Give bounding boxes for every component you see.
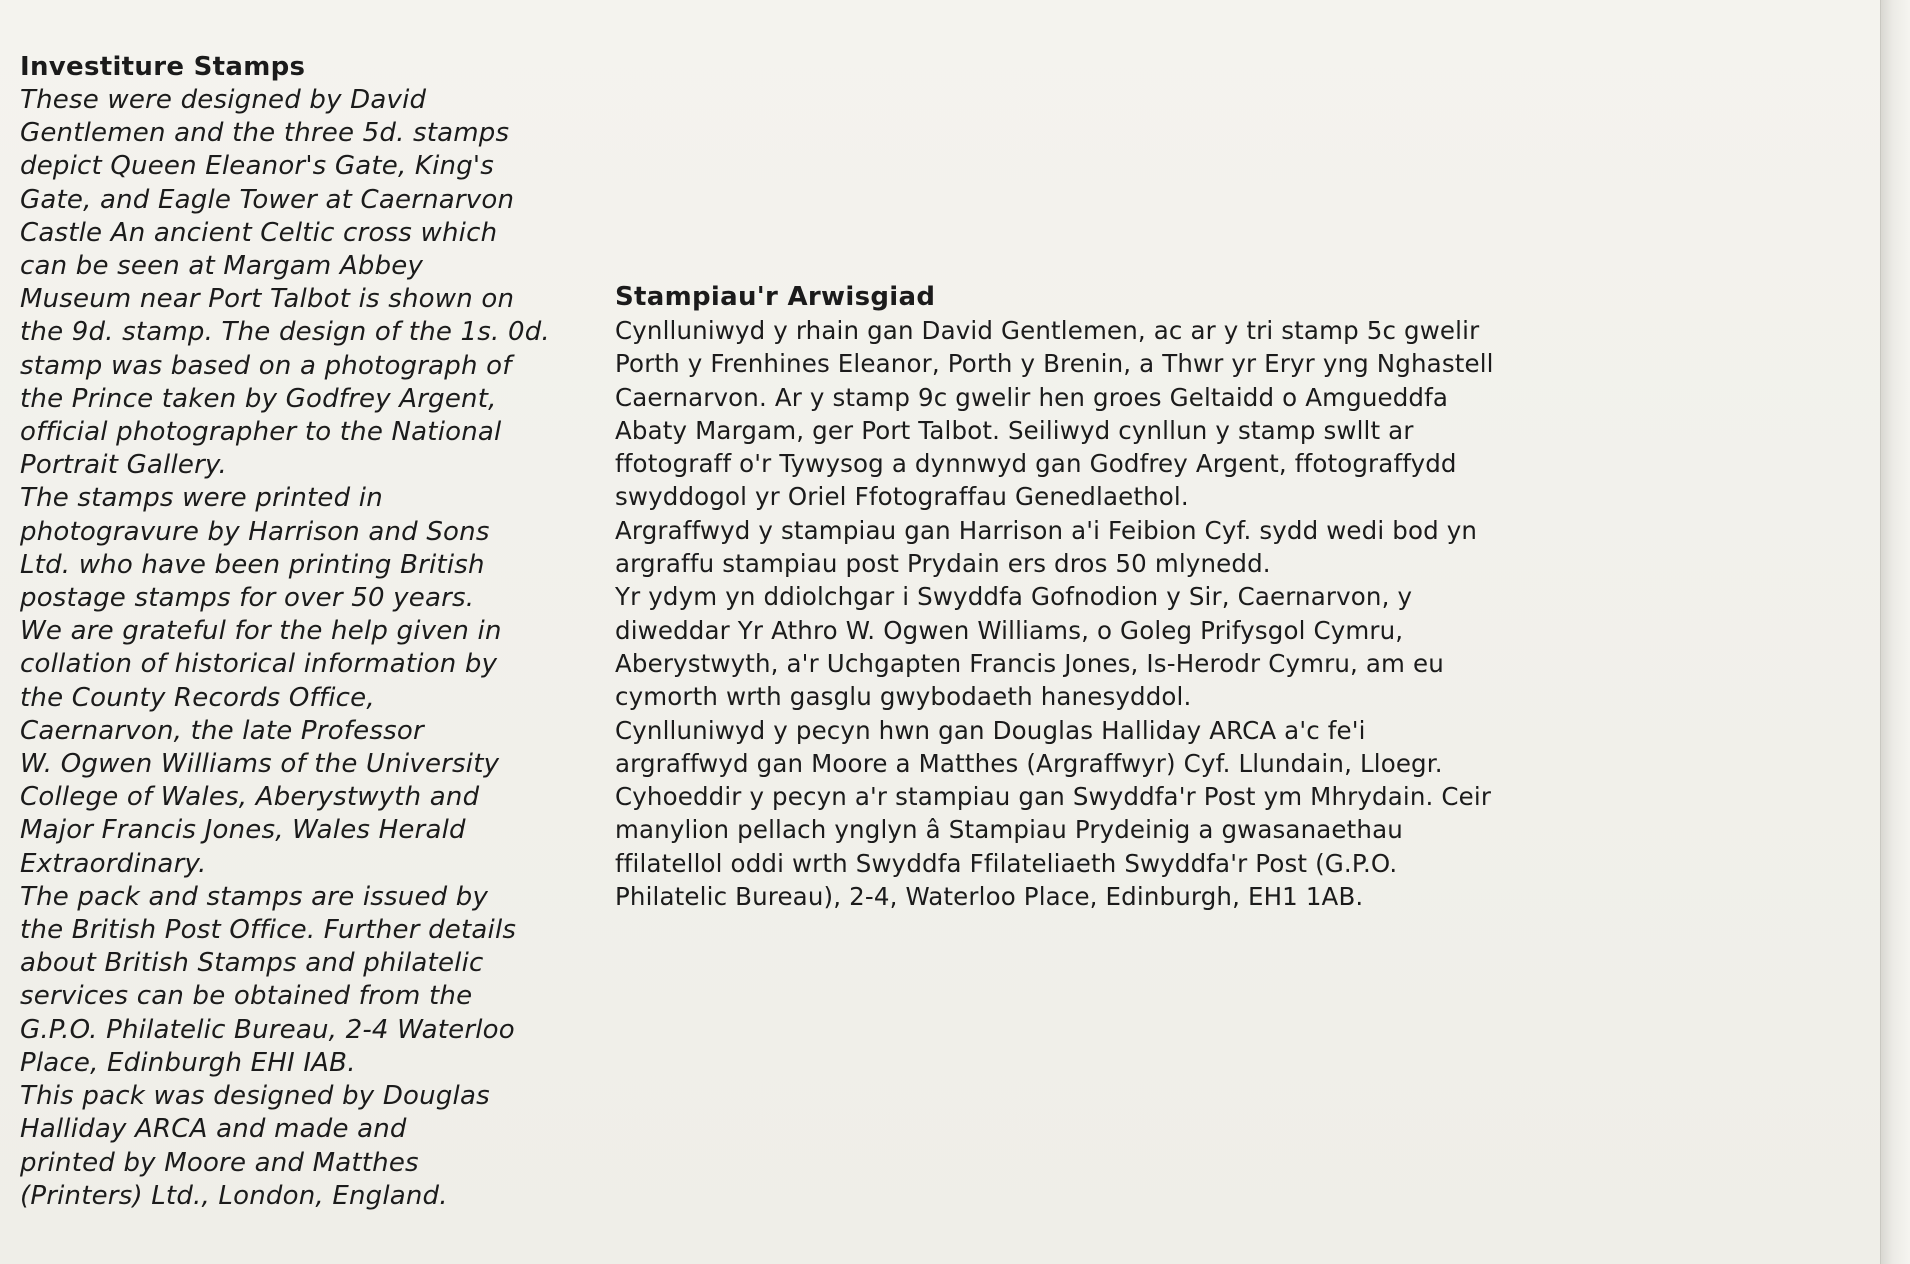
text-line: the British Post Office. Further details bbox=[20, 915, 517, 946]
text-line: photogravure by Harrison and Sons bbox=[20, 516, 490, 547]
text-line: printed by Moore and Matthes bbox=[20, 1147, 419, 1178]
text-line: Gate, and Eagle Tower at Caernarvon bbox=[20, 184, 515, 215]
english-heading: Investiture Stamps bbox=[20, 52, 306, 82]
text-line: Abaty Margam, ger Port Talbot. Seiliwyd cynllun y stamp swllt ar bbox=[615, 415, 1414, 445]
text-line: cymorth wrth gasglu gwybodaeth hanesyddol. bbox=[615, 682, 1192, 712]
text-line: Caernarvon, the late Professor bbox=[20, 715, 424, 746]
text-line: Philatelic Bureau), 2-4, Waterloo Place, Edinburgh, EH1 1AB. bbox=[615, 882, 1364, 912]
text-line: The stamps were printed in bbox=[20, 483, 383, 514]
text-line: Extraordinary. bbox=[20, 848, 207, 879]
text-line: the Prince taken by Godfrey Argent, bbox=[20, 383, 497, 414]
text-line: argraffwyd gan Moore a Matthes (Argraffwyr) Cyf. Llundain, Lloegr. bbox=[615, 748, 1443, 778]
text-line: (Printers) Ltd., London, England. bbox=[20, 1180, 448, 1211]
text-line: W. Ogwen Williams of the University bbox=[20, 749, 500, 780]
text-line: argraffu stampiau post Prydain ers dros 50 mlynedd. bbox=[615, 549, 1271, 579]
welsh-text bbox=[615, 314, 1715, 913]
text-line: official photographer to the National bbox=[20, 417, 502, 448]
english-column bbox=[20, 50, 580, 1213]
text-line: Place, Edinburgh EHI IAB. bbox=[20, 1047, 356, 1078]
text-line: stamp was based on a photograph of bbox=[20, 350, 512, 381]
text-line: can be seen at Margam Abbey bbox=[20, 251, 424, 282]
text-line: the 9d. stamp. The design of the 1s. 0d. bbox=[20, 317, 550, 348]
text-line: the County Records Office, bbox=[20, 682, 375, 713]
text-line: Museum near Port Talbot is shown on bbox=[20, 284, 515, 315]
text-line: These were designed by David bbox=[20, 85, 427, 115]
text-line: Cynlluniwyd y rhain gan David Gentlemen, ac ar y tri stamp 5c gwelir bbox=[615, 316, 1480, 345]
text-line: swyddogol yr Oriel Ffotograffau Genedlaethol. bbox=[615, 482, 1189, 512]
welsh-column bbox=[615, 280, 1715, 913]
text-line: diweddar Yr Athro W. Ogwen Williams, o Goleg Prifysgol Cymru, bbox=[615, 615, 1404, 645]
text-line: This pack was designed by Douglas bbox=[20, 1081, 490, 1112]
welsh-heading: Stampiau'r Arwisgiad bbox=[615, 282, 936, 312]
text-line: Cyhoeddir y pecyn a'r stampiau gan Swyddfa'r Post ym Mhrydain. Ceir bbox=[615, 782, 1492, 812]
text-line: The pack and stamps are issued by bbox=[20, 881, 489, 912]
text-line: Ltd. who have been printing British bbox=[20, 549, 485, 580]
text-line: Cynlluniwyd y pecyn hwn gan Douglas Halliday ARCA a'c fe'i bbox=[615, 715, 1366, 745]
text-line: depict Queen Eleanor's Gate, King's bbox=[20, 151, 495, 182]
text-line: about British Stamps and philatelic bbox=[20, 948, 484, 979]
text-line: Argraffwyd y stampiau gan Harrison a'i Feibion Cyf. sydd wedi bod yn bbox=[615, 515, 1478, 545]
text-line: manylion pellach ynglyn â Stampiau Prydeinig a gwasanaethau bbox=[615, 815, 1403, 845]
text-line: G.P.O. Philatelic Bureau, 2-4 Waterloo bbox=[20, 1014, 515, 1045]
text-line: Gentlemen and the three 5d. stamps bbox=[20, 118, 510, 149]
text-line: We are grateful for the help given in bbox=[20, 616, 502, 647]
text-line: Portrait Gallery. bbox=[20, 450, 228, 481]
english-text bbox=[20, 84, 580, 1213]
text-line: collation of historical information by bbox=[20, 649, 498, 680]
text-line: ffilatellol oddi wrth Swyddfa Ffilateliaeth Swyddfa'r Post (G.P.O. bbox=[615, 848, 1398, 878]
text-line: Porth y Frenhines Eleanor, Porth y Brenin, a Thwr yr Eryr yng Nghastell bbox=[615, 349, 1494, 379]
text-line: Major Francis Jones, Wales Herald bbox=[20, 815, 466, 846]
text-line: Yr ydym yn ddiolchgar i Swyddfa Gofnodion y Sir, Caernarvon, y bbox=[615, 582, 1413, 612]
page-edge bbox=[1880, 0, 1910, 1264]
text-line: Caernarvon. Ar y stamp 9c gwelir hen groes Geltaidd o Amgueddfa bbox=[615, 382, 1449, 412]
text-line: ffotograff o'r Tywysog a dynnwyd gan Godfrey Argent, ffotograffydd bbox=[615, 449, 1457, 479]
text-line: services can be obtained from the bbox=[20, 981, 473, 1012]
text-line: Aberystwyth, a'r Uchgapten Francis Jones, Is-Herodr Cymru, am eu bbox=[615, 648, 1444, 678]
text-line: Castle An ancient Celtic cross which bbox=[20, 217, 498, 248]
text-line: postage stamps for over 50 years. bbox=[20, 583, 475, 614]
text-line: College of Wales, Aberystwyth and bbox=[20, 782, 480, 813]
text-line: Halliday ARCA and made and bbox=[20, 1114, 407, 1145]
